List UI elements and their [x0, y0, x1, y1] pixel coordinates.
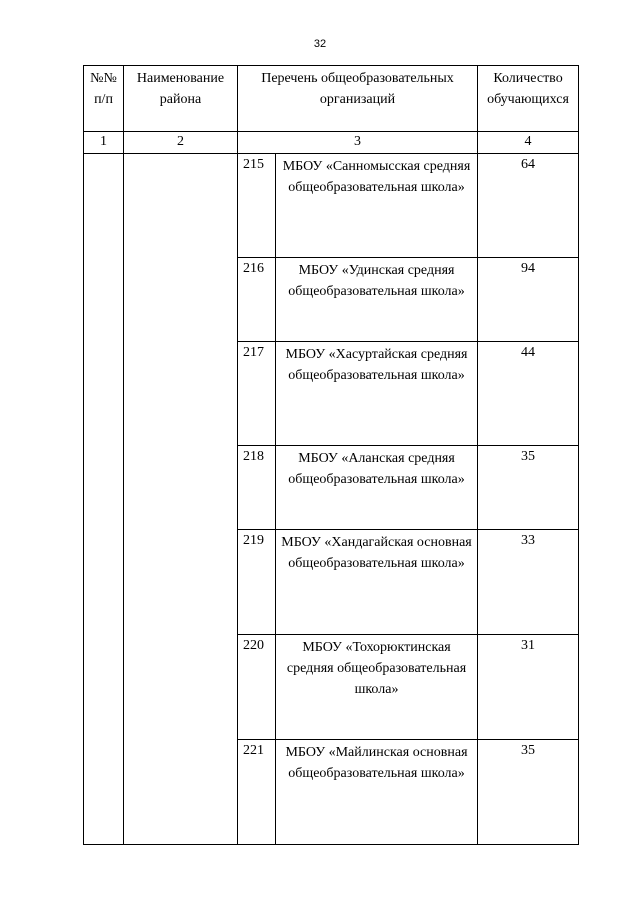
school-name: МБОУ «Тохорюктинская средняя общеобразовательная школа»: [276, 635, 478, 740]
num-cell-empty: [84, 154, 124, 845]
school-number: 218: [238, 446, 276, 530]
column-number: 2: [124, 132, 238, 154]
student-count: 31: [478, 635, 579, 740]
column-number: 3: [238, 132, 478, 154]
student-count: 44: [478, 342, 579, 446]
school-number: 216: [238, 258, 276, 342]
page-number: 32: [313, 38, 327, 50]
header-students: Количество обучающихся: [478, 66, 579, 132]
column-number-row: [84, 132, 579, 154]
school-number: 217: [238, 342, 276, 446]
table-row: [84, 154, 579, 258]
header-district: Наименование района: [124, 66, 238, 132]
student-count: 64: [478, 154, 579, 258]
school-name: МБОУ «Хасуртайская средняя общеобразовательная школа»: [276, 342, 478, 446]
school-number: 220: [238, 635, 276, 740]
column-number: 1: [84, 132, 124, 154]
student-count: 94: [478, 258, 579, 342]
table-header-row: [84, 66, 579, 132]
student-count: 33: [478, 530, 579, 635]
district-cell-empty: [124, 154, 238, 845]
school-name: МБОУ «Хандагайская основная общеобразовательная школа»: [276, 530, 478, 635]
student-count: 35: [478, 446, 579, 530]
school-name: МБОУ «Удинская средняя общеобразовательная школа»: [276, 258, 478, 342]
header-num: №№ п/п: [84, 66, 124, 132]
schools-table: [83, 65, 579, 845]
column-number: 4: [478, 132, 579, 154]
school-number: 221: [238, 740, 276, 845]
school-number: 219: [238, 530, 276, 635]
school-name: МБОУ «Санномысская средняя общеобразовательная школа»: [276, 154, 478, 258]
school-number: 215: [238, 154, 276, 258]
school-name: МБОУ «Майлинская основная общеобразовательная школа»: [276, 740, 478, 845]
header-organizations: Перечень общеобразовательных организаций: [238, 66, 478, 132]
school-name: МБОУ «Аланская средняя общеобразовательная школа»: [276, 446, 478, 530]
student-count: 35: [478, 740, 579, 845]
